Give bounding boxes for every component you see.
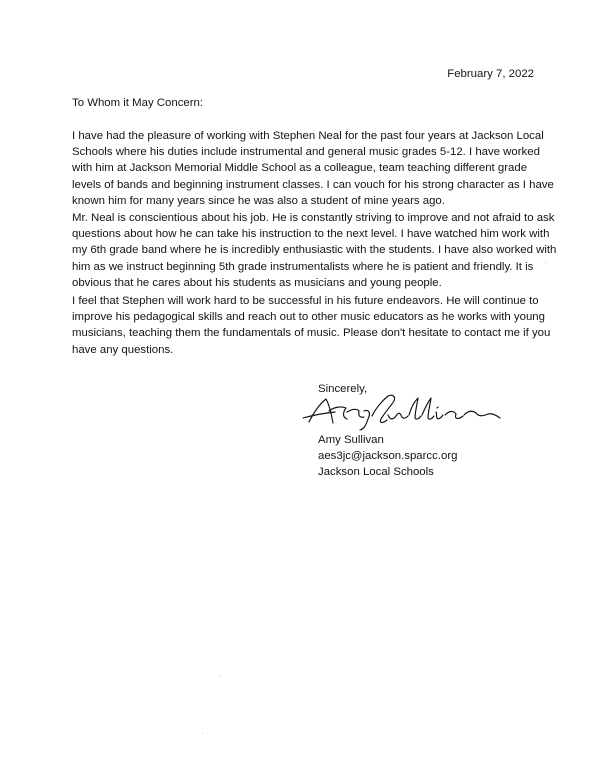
- scan-speck: [545, 262, 546, 263]
- paragraph-line: my 6th grade band where he is incredibly enthusiastic with the students. I have also worked with: [72, 244, 557, 257]
- paragraph-line: Mr. Neal is conscientious about his job. He is constantly striving to improve and not afraid to ask: [72, 212, 555, 224]
- paragraph-line: musicians, teaching them the fundamentals of music. Please don't hesitate to contact me if you: [72, 327, 551, 340]
- paragraph-line: with him at Jackson Memorial Middle School as a colleague, team teaching different grade: [72, 162, 528, 175]
- paragraph-line: have any questions.: [72, 343, 174, 356]
- signature-block: [318, 432, 457, 480]
- signer-name: Amy Sullivan: [318, 434, 384, 446]
- paragraph-line: levels of bands and beginning instrument classes. I can vouch for his strong character as I have: [72, 178, 554, 191]
- paragraph-line: known him for many years since he was also a student of mine years ago.: [72, 194, 445, 207]
- signer-email: aes3jc@jackson.sparcc.org: [318, 450, 458, 462]
- paragraph-line: I have had the pleasure of working with Stephen Neal for the past four years at Jackson Local: [72, 130, 544, 142]
- handwritten-signature: [298, 392, 508, 432]
- closing: Sincerely,: [318, 383, 368, 395]
- paragraph-line: him as we instruct beginning 5th grade instrumentalists where he is patient and friendly. It is: [72, 260, 534, 273]
- body-paragraph: [72, 293, 551, 358]
- scan-speck: [219, 675, 220, 676]
- paragraph-line: improve his pedagogical skills and reach out to other music educators as he works with young: [72, 311, 545, 324]
- body-paragraph: [72, 210, 557, 291]
- signer-organization: Jackson Local Schools: [318, 466, 434, 478]
- paragraph-line: I feel that Stephen will work hard to be successful in his future endeavors. He will continue to: [72, 295, 539, 307]
- salutation: To Whom it May Concern:: [72, 97, 204, 109]
- letter-date: February 7, 2022: [447, 68, 534, 80]
- scan-speck: [202, 733, 203, 734]
- paragraph-line: Schools where his duties include instrumental and general music grades 5-12. I have worked: [72, 146, 540, 159]
- body-paragraph: [72, 128, 554, 209]
- paragraph-line: questions about how he can take his instruction to the next level. I have watched him work with: [72, 228, 550, 241]
- paragraph-line: obvious that he cares about his students as musicians and young people.: [72, 276, 442, 289]
